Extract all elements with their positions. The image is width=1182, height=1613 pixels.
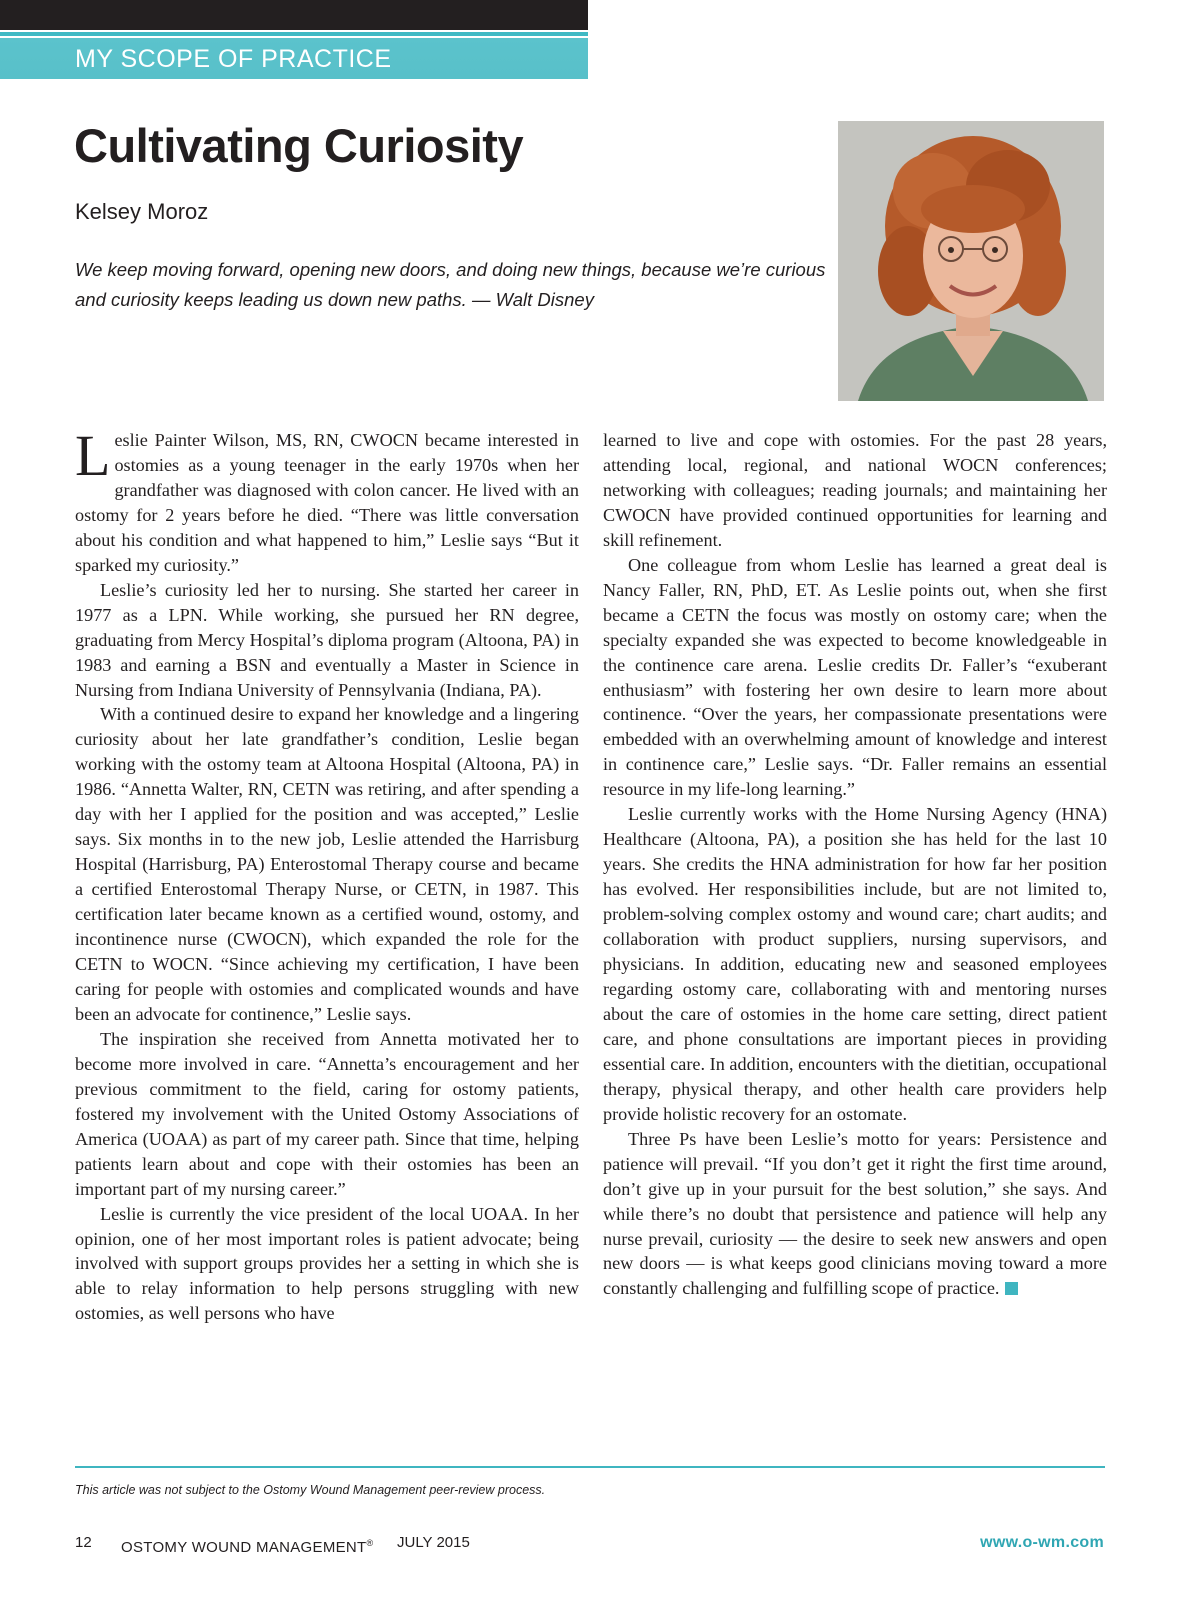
paragraph: One colleague from whom Leslie has learned a great deal is Nancy Faller, RN, PhD, ET. As Leslie points out, when she first became a CETN the focus was mostly on ostomy care; when the specialty expanded she was expected to become knowledgeable in the continence care arena. Leslie credits Dr. Faller’s “exuberant enthusiasm” with fostering her own desire to learn more about continence. “Over the years, her compassionate presentations were embedded with an overwhelming amount of knowledge and interest in continence care,” Leslie says. “Dr. Faller remains an essential resource in my life-long learning.” <box>603 554 1107 800</box>
end-of-article-square-icon <box>1005 1282 1018 1295</box>
article-author: Kelsey Moroz <box>75 199 209 224</box>
section-label: MY SCOPE OF PRACTICE <box>75 45 392 73</box>
footer-divider <box>75 1466 1105 1468</box>
paragraph: Leslie’s curiosity led her to nursing. She started her career in 1977 as a LPN. While working, she pursued her RN degree, graduating from Mercy Hospital’s diploma program (Altoona, PA) in 1983 and earning a BSN and eventually a Master in Science in Nursing from Indiana University of Pennsylvania (Indiana, PA). <box>75 579 579 700</box>
peer-review-note: This article was not subject to the Ostomy Wound Management peer-review process. <box>75 1483 546 1497</box>
article-column-left <box>75 423 579 1326</box>
header-black-bar <box>0 0 588 30</box>
article-column-right <box>603 428 1107 1301</box>
paragraph: The inspiration she received from Annetta motivated her to become more involved in care. “Annetta’s encouragement and her previous commitment to the field, caring for ostomy patients, fostered my involvement with the United Ostomy Associations of America (UOAA) as part of my career path. Since that time, helping patients learn about and cope with their ostomies has been an important part of my nursing career.” <box>75 1028 579 1199</box>
article-title: Cultivating Curiosity <box>74 119 524 172</box>
portrait-photo <box>838 121 1104 401</box>
journal-name <box>121 1533 373 1558</box>
paragraph-text: eslie Painter Wilson, MS, RN, CWOCN became interested in ostomies as a young teenager in the early 1970s when her grandfather was diagnosed with colon cancer. He lived with an ostomy for 2 years before he died. “There was little conversation about his condition and what happened to him,” Leslie says “But it sparked my curiosity.” <box>75 430 579 575</box>
page-number: 12 <box>75 1534 92 1551</box>
paragraph: learned to live and cope with ostomies. For the past 28 years, attending local, regional, and national WOCN conferences; networking with colleagues; reading journals; and maintaining her CWOCN have provided continued opportunities for learning and skill refinement. <box>603 430 1107 550</box>
paragraph-text: Three Ps have been Leslie’s motto for years: Persistence and patience will prevail. “If you don’t get it right the first time around, don’t give up in your pursuit for the best solution,” she says. And while there’s no doubt that persistence and patience will help any nurse prevail, curiosity — the desire to seek new answers and open new doors — is what keeps good clinicians moving toward a more constantly challenging and fulfilling scope of practice. <box>603 1128 1107 1299</box>
epigraph-quote: We keep moving forward, opening new doors, and doing new things, because we’re curious and curiosity keeps leading us down new paths. — Walt Disney <box>75 259 826 310</box>
paragraph <box>603 1127 1107 1302</box>
journal-title: OSTOMY WOUND MANAGEMENT <box>121 1539 367 1556</box>
registered-mark: ® <box>366 1538 374 1548</box>
paragraph: With a continued desire to expand her knowledge and a lingering curiosity about her late grandfather’s condition, Leslie began working with the ostomy team at Altoona Hospital (Altoona, PA) in 1986. “Annetta Walter, RN, CETN was retiring, and after spending a day with her I applied for the position and was accepted,” Leslie says. Six months in to the new job, Leslie attended the Harrisburg Hospital (Harrisburg, PA) Enterostomal Therapy course and became a certified Enterostomal Therapy Nurse, or CETN, in 1987. This certification later became known as a certified wound, ostomy, and incontinence nurse (CWOCN), which expanded the role for the CETN to WOCN. “Since achieving my certification, I have been caring for people with ostomies and complicated wounds and have been an advocate for continence,” Leslie says. <box>75 704 579 1024</box>
paragraph <box>75 423 579 578</box>
portrait-illustration <box>838 121 1104 401</box>
paragraph: Leslie currently works with the Home Nursing Agency (HNA) Healthcare (Altoona, PA), a position she has held for the last 10 years. She credits the HNA administration for how far her position has evolved. Her responsibilities include, but are not limited to, problem-solving complex ostomy and wound care; chart audits; and collaboration with product suppliers, nursing supervisors, and physicians. In addition, educating new and seasoned employees regarding ostomy care, collaborating with and mentoring nurses about the care of ostomies in the home care setting, direct patient care, and phone consultations are important pieces in providing essential care. In addition, encounters with the dietitian, occupational therapy, physical therapy, and other health care providers help provide holistic recovery for an ostomate. <box>603 804 1107 1124</box>
paragraph: Leslie is currently the vice president of the local UOAA. In her opinion, one of her most important roles is patient advocate; being involved with support groups provides her a setting in which she is able to relay information to help persons struggling with new ostomies, as well persons who have <box>75 1203 579 1324</box>
issue-date: JULY 2015 <box>397 1534 470 1551</box>
drop-cap: L <box>75 423 111 488</box>
website-link[interactable]: www.o-wm.com <box>980 1534 1104 1551</box>
